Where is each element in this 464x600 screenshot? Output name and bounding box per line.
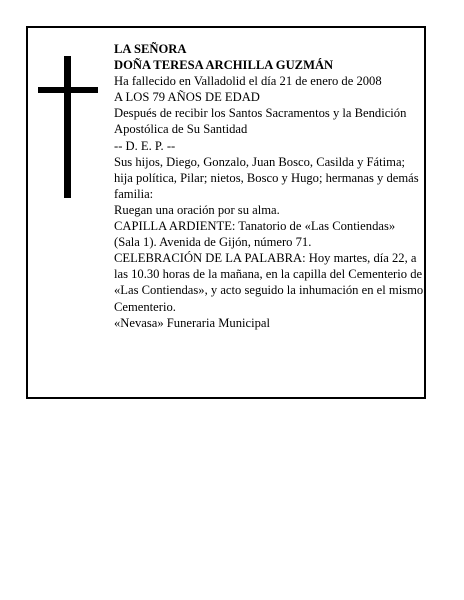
cross-horizontal-bar bbox=[38, 87, 98, 93]
age-statement: A LOS 79 AÑOS DE EDAD bbox=[114, 90, 260, 105]
chapel-info: CAPILLA ARDIENTE: Tanatorio de «Las Contiendas» (Sala 1). Avenida de Gijón, número 71. bbox=[114, 219, 396, 250]
latin-cross-icon bbox=[38, 56, 98, 198]
death-statement: Ha fallecido en Valladolid el día 21 de enero de 2008 bbox=[114, 74, 382, 89]
funeral-home: «Nevasa» Funeraria Municipal bbox=[114, 315, 270, 330]
obituary-notice bbox=[26, 26, 426, 399]
sacraments-statement: Después de recibir los Santos Sacramentos y la Bendición Apostólica de Su Santidad bbox=[114, 106, 407, 137]
notice-text bbox=[114, 41, 424, 331]
notice-heading: LA SEÑORA bbox=[114, 42, 187, 56]
cross-vertical-bar bbox=[64, 56, 71, 198]
family-statement: Sus hijos, Diego, Gonzalo, Juan Bosco, Casilda y Fátima; hija política, Pilar; nietos, Bosco y Hugo; hermanas y demás familia: bbox=[114, 154, 419, 201]
deceased-name: DOÑA TERESA ARCHILLA GUZMÁN bbox=[114, 58, 334, 73]
service-info: CELEBRACIÓN DE LA PALABRA: Hoy martes, día 22, a las 10.30 horas de la mañana, en la capilla del Cementerio de «Las Contiendas», y acto seguido la inhumación en el mismo Cementerio. bbox=[114, 251, 424, 314]
prayer-request: Ruegan una oración por su alma. bbox=[114, 202, 280, 217]
rip-line: -- D. E. P. -- bbox=[114, 138, 176, 153]
